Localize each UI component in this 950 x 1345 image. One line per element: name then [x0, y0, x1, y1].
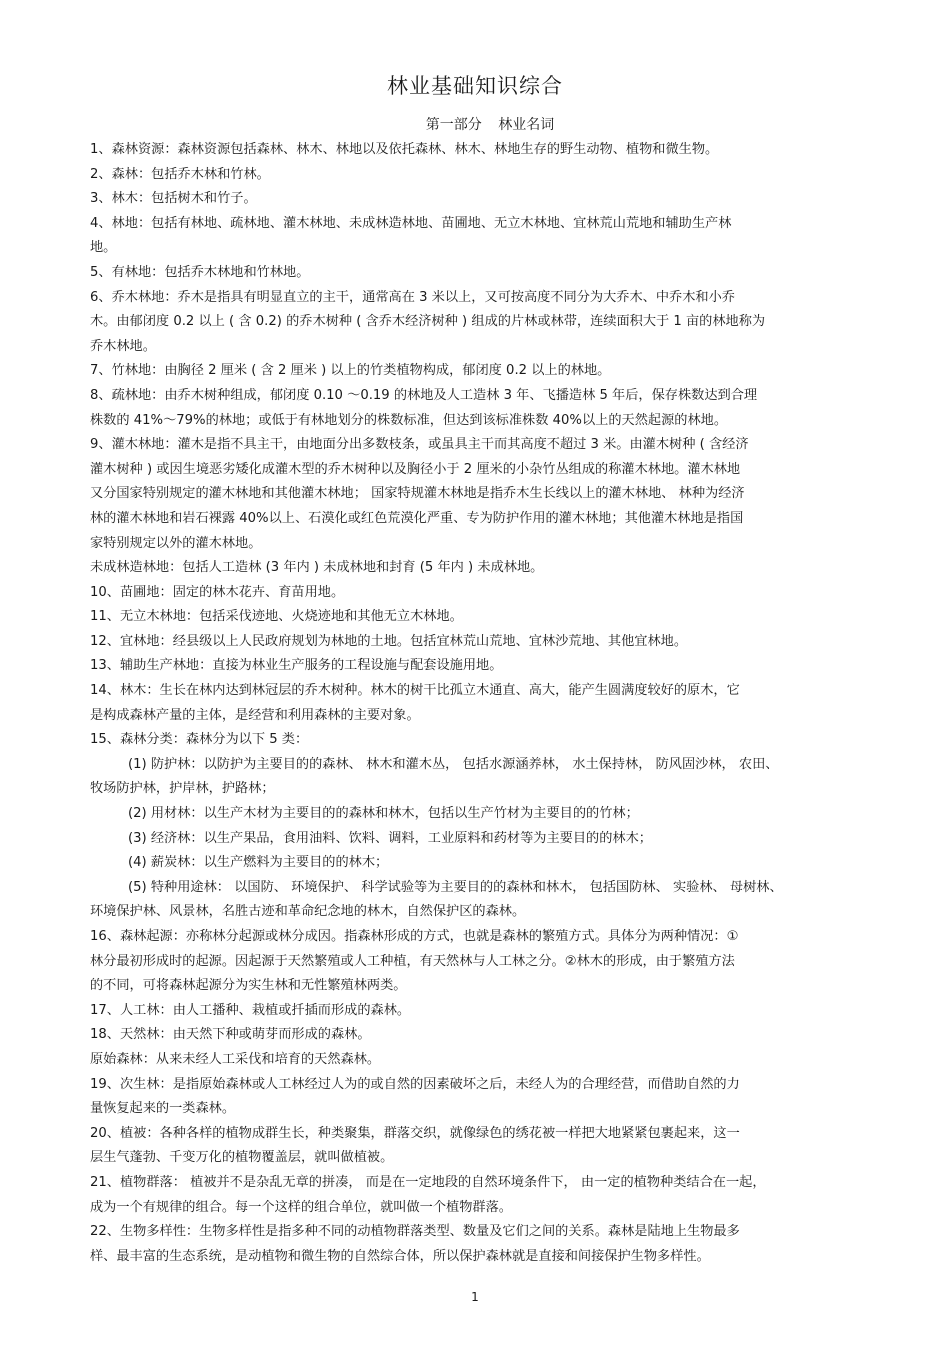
paragraph-line: 株数的 41%～79%的林地；或低于有林地划分的株数标准，但达到该标准株数 40%以上的天然起源的林地。 — [90, 412, 728, 428]
paragraph-line: 5、有林地：包括乔木林地和竹林地。 — [90, 264, 310, 280]
paragraph-line: 成为一个有规律的组合。每一个这样的组合单位，就叫做一个植物群落。 — [90, 1199, 512, 1215]
paragraph-line: 林的灌木林地和岩石裸露 40%以上、石漠化或红色荒漠化严重、专为防护作用的灌木林地；其他灌木林地是指国 — [90, 510, 744, 526]
paragraph-line: 20、植被：各种各样的植物成群生长，种类聚集，群落交织，就像绿色的绣花被一样把大地紧紧包裹起来，这一 — [90, 1125, 740, 1141]
list-item-line: (4) 薪炭林：以生产燃料为主要目的的林木； — [128, 855, 389, 871]
paragraph-line: 的不同，可将森林起源分为实生林和无性繁殖林两类。 — [90, 978, 407, 994]
page-number: 1 — [471, 1290, 479, 1304]
list-item-line: (2) 用材林：以生产木材为主要目的的森林和林木，包括以生产竹材为主要目的的竹林； — [128, 806, 639, 822]
list-item-line: (1) 防护林：以防护为主要目的的森林、 林木和灌木丛， 包括水源涵养林， 水土保持林， 防风固沙林， 农田、 — [128, 756, 779, 772]
paragraph-line: 21、植物群落： 植被并不是杂乱无章的拼凑， 而是在一定地段的自然环境条件下， 由一定的植物种类结合在一起， — [90, 1174, 766, 1190]
paragraph-line: 7、竹林地：由胸径 2 厘米 ( 含 2 厘米 ) 以上的竹类植物构成，郁闭度 0.2 以上的林地。 — [90, 363, 611, 379]
list-item-line: (5) 特种用途林： 以国防、 环境保护、 科学试验等为主要目的的森林和林木， 包括国防林、 实验林、 母树林、 — [128, 879, 783, 895]
paragraph-line: 木。由郁闭度 0.2 以上 ( 含 0.2) 的乔木树种 ( 含乔木经济树种 ) 组成的片林或林带，连续面积大于 1 亩的林地称为 — [90, 314, 766, 330]
paragraph-line: 2、森林：包括乔木林和竹林。 — [90, 166, 270, 182]
paragraph-line: 家特别规定以外的灌木林地。 — [90, 535, 262, 551]
paragraph-line: 4、林地：包括有林地、疏林地、灌木林地、未成林造林地、苗圃地、无立木林地、宜林荒山荒地和辅助生产林 — [90, 215, 732, 231]
paragraph-line: 灌木树种 ) 或因生境恶劣矮化成灌木型的乔木树种以及胸径小于 2 厘米的小杂竹丛组成的称灌木林地。灌木林地 — [90, 461, 741, 477]
paragraph-line: 量恢复起来的一类森林。 — [90, 1101, 236, 1117]
paragraph-line: 6、乔木林地：乔木是指具有明显直立的主干，通常高在 3 米以上，又可按高度不同分为大乔木、中乔木和小乔 — [90, 289, 735, 305]
paragraph-line: 16、森林起源：亦称林分起源或林分成因。指森林形成的方式，也就是森林的繁殖方式。具体分为两种情况：① — [90, 929, 739, 944]
paragraph-line: 14、林木：生长在林内达到林冠层的乔木树种。林木的树干比孤立木通直、高大，能产生圆满度较好的原木，它 — [90, 683, 740, 699]
paragraph-line: 1、森林资源：森林资源包括森林、林木、林地以及依托森林、林木、林地生存的野生动物、植物和微生物。 — [90, 142, 719, 157]
section-heading: 第一部分 林业名词 — [425, 117, 555, 133]
paragraph-line: 牧场防护林，护岸林，护路林； — [90, 781, 275, 797]
paragraph-line: 乔木林地。 — [90, 338, 156, 354]
paragraph-line: 层生气蓬勃、千变万化的植物覆盖层，就叫做植被。 — [90, 1150, 394, 1166]
paragraph-line: 3、林木：包括树木和竹子。 — [90, 191, 257, 207]
paragraph-line: 13、辅助生产林地：直接为林业生产服务的工程设施与配套设施用地。 — [90, 658, 503, 674]
paragraph-line: 8、疏林地：由乔木树种组成，郁闭度 0.10 ～0.19 的林地及人工造林 3 年、飞播造林 5 年后，保存株数达到合理 — [90, 387, 758, 403]
paragraph-line: 是构成森林产量的主体，是经营和利用森林的主要对象。 — [90, 707, 420, 723]
paragraph-line: 18、天然林：由天然下种或萌芽而形成的森林。 — [90, 1027, 371, 1043]
paragraph-line: 15、森林分类：森林分为以下 5 类： — [90, 732, 309, 748]
paragraph-line: 12、宜林地：经县级以上人民政府规划为林地的土地。包括宜林荒山荒地、宜林沙荒地、其他宜林地。 — [90, 633, 688, 649]
paragraph-line: 9、灌木林地：灌木是指不具主干，由地面分出多数枝条，或虽具主干而其高度不超过 3 米。由灌木树种 ( 含经济 — [90, 437, 749, 453]
paragraph-line: 地。 — [90, 240, 117, 256]
paragraph-line: 未成林造林地：包括人工造林 (3 年内 ) 未成林地和封育 (5 年内 ) 未成林地。 — [90, 560, 544, 576]
paragraph-line: 11、无立木林地：包括采伐迹地、火烧迹地和其他无立木林地。 — [90, 609, 463, 625]
paragraph-line: 样、最丰富的生态系统，是动植物和微生物的自然综合体，所以保护森林就是直接和间接保护生物多样性。 — [90, 1248, 710, 1264]
paragraph-line: 环境保护林、风景林，名胜古迹和革命纪念地的林木，自然保护区的森林。 — [90, 904, 526, 920]
paragraph-line: 林分最初形成时的起源。因起源于天然繁殖或人工种植，有天然林与人工林之分。②林木的形成，由于繁殖方法 — [90, 953, 735, 969]
paragraph-line: 又分国家特别规定的灌木林地和其他灌木林地； 国家特规灌木林地是指乔木生长线以上的灌木林地、 林种为经济 — [90, 486, 745, 502]
paragraph-line: 17、人工林：由人工播种、栽植或扦插而形成的森林。 — [90, 1002, 411, 1018]
paragraph-line: 22、生物多样性：生物多样性是指多种不同的动植物群落类型、数量及它们之间的关系。森林是陆地上生物最多 — [90, 1224, 740, 1240]
document-title: 林业基础知识综合 — [387, 74, 563, 98]
paragraph-line: 原始森林：从来未经人工采伐和培育的天然森林。 — [90, 1051, 381, 1067]
list-item-line: (3) 经济林：以生产果品，食用油料、饮料、调料，工业原料和药材等为主要目的的林木； — [128, 830, 652, 846]
paragraph-line: 10、苗圃地：固定的林木花卉、育苗用地。 — [90, 584, 345, 600]
document-body — [90, 138, 910, 1269]
paragraph-line: 19、次生林：是指原始森林或人工林经过人为的或自然的因素破坏之后，未经人为的合理经营，而借助自然的力 — [90, 1076, 740, 1092]
